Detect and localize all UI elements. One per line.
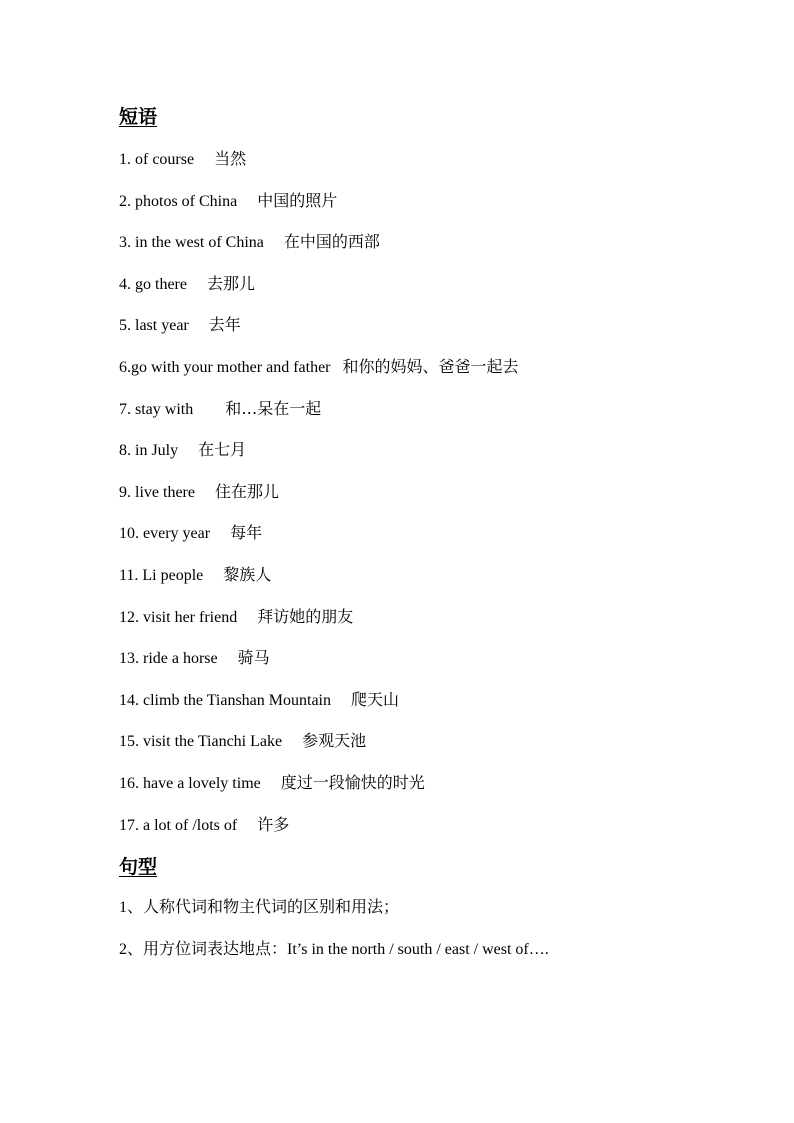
phrase-item xyxy=(119,686,719,728)
phrase-item xyxy=(119,811,719,853)
phrase-chinese: 和…呆在一起 xyxy=(225,398,322,418)
phrase-english: climb the Tianshan Mountain xyxy=(143,691,331,709)
sentence-list xyxy=(119,894,719,978)
phrase-number: 7. xyxy=(119,400,131,418)
phrase-item xyxy=(119,561,719,603)
phrase-item xyxy=(119,769,719,811)
phrase-english: every year xyxy=(143,525,211,543)
phrase-item xyxy=(119,395,719,437)
phrase-chinese: 中国的照片 xyxy=(257,190,338,210)
document-content xyxy=(119,104,719,978)
phrase-number: 14. xyxy=(119,691,139,709)
phrase-chinese: 骑马 xyxy=(237,648,270,668)
phrase-item xyxy=(119,353,719,395)
phrase-chinese: 和你的妈妈、爸爸一起去 xyxy=(342,356,519,376)
phrase-chinese: 爬天山 xyxy=(351,689,400,709)
phrase-item xyxy=(119,727,719,769)
phrase-english: visit her friend xyxy=(143,608,238,626)
phrase-chinese: 拜访她的朋友 xyxy=(257,606,354,626)
phrase-number: 11. xyxy=(119,566,139,584)
phrase-english: a lot of /lots of xyxy=(143,816,238,834)
phrase-number: 16. xyxy=(119,774,139,792)
sentence-item: 1、人称代词和物主代词的区别和用法； xyxy=(119,899,400,917)
phrase-chinese: 许多 xyxy=(257,814,290,834)
phrase-number: 1. xyxy=(119,151,131,168)
phrase-number: 15. xyxy=(119,733,139,751)
phrase-number: 9. xyxy=(119,483,131,501)
phrase-english: go there xyxy=(135,275,187,293)
phrase-english: of course xyxy=(135,151,195,168)
phrase-number: 12. xyxy=(119,608,139,626)
phrase-chinese: 参观天池 xyxy=(302,731,367,751)
phrase-item xyxy=(119,436,719,478)
phrase-chinese: 黎族人 xyxy=(223,564,272,584)
phrase-item xyxy=(119,145,719,187)
phrase-chinese: 在七月 xyxy=(198,440,247,460)
phrase-item xyxy=(119,644,719,686)
phrase-item xyxy=(119,519,719,561)
phrase-item xyxy=(119,187,719,229)
phrase-number: 13. xyxy=(119,650,139,668)
phrase-number: 10. xyxy=(119,525,139,543)
phrase-chinese: 去年 xyxy=(208,315,241,335)
phrase-chinese: 住在那儿 xyxy=(214,481,279,501)
phrase-english: live there xyxy=(135,483,195,501)
phrase-item xyxy=(119,603,719,645)
phrase-english: visit the Tianchi Lake xyxy=(143,733,283,751)
phrase-chinese: 当然 xyxy=(214,149,247,168)
sentence-item: 2、用方位词表达地点：It’s in the north / south / east / west of…. xyxy=(119,941,549,959)
phrase-number: 5. xyxy=(119,317,131,335)
phrase-chinese: 去那儿 xyxy=(206,273,255,293)
phrase-english: in July xyxy=(135,442,179,460)
phrase-english: in the west of China xyxy=(135,234,264,252)
phrase-number: 3. xyxy=(119,234,131,252)
phrase-english: Li people xyxy=(142,566,204,584)
sentences-heading: 句型 xyxy=(119,857,158,879)
phrase-english: stay with xyxy=(135,400,194,418)
phrase-number: 2. xyxy=(119,192,131,210)
phrase-english: photos of China xyxy=(135,192,238,210)
phrase-item xyxy=(119,478,719,520)
phrase-english: last year xyxy=(135,317,189,335)
phrase-item xyxy=(119,311,719,353)
phrase-chinese: 度过一段愉快的时光 xyxy=(280,772,425,792)
phrases-heading: 短语 xyxy=(119,107,158,128)
phrase-number: 17. xyxy=(119,816,139,834)
phrase-number: 8. xyxy=(119,442,131,460)
phrase-chinese: 每年 xyxy=(230,523,263,543)
phrase-item xyxy=(119,270,719,312)
phrase-english: have a lovely time xyxy=(143,774,261,792)
phrase-item xyxy=(119,228,719,270)
phrase-english: ride a horse xyxy=(143,650,218,668)
phrase-number: 6. xyxy=(119,358,131,376)
phrase-list xyxy=(119,145,719,852)
phrase-english: go with your mother and father xyxy=(131,358,331,376)
phrase-chinese: 在中国的西部 xyxy=(283,232,380,252)
phrase-number: 4. xyxy=(119,275,131,293)
